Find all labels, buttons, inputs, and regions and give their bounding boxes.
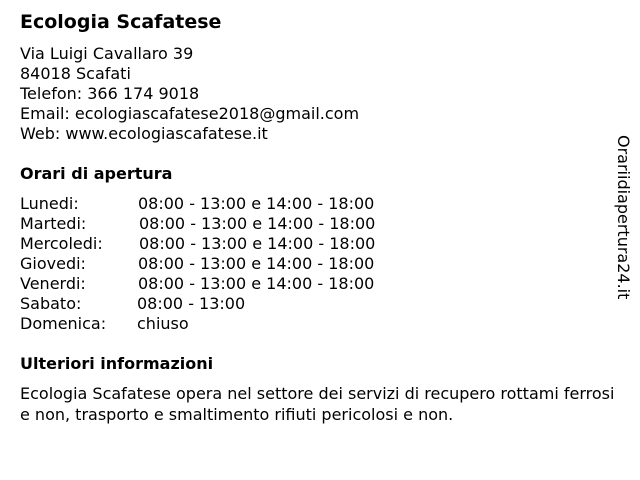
email-address: Email: ecologiascafatese2018@gmail.com [20, 104, 360, 123]
time-value: 08:00 - 13:00 e 14:00 - 18:00 [139, 214, 376, 233]
time-value: chiuso [137, 314, 189, 333]
site-brand-vertical [610, 135, 636, 315]
opening-hours-heading: Orari di apertura [20, 164, 173, 183]
day-label: Lunedi: [20, 194, 79, 213]
day-label: Domenica: [20, 314, 107, 333]
phone-number: Telefon: 366 174 9018 [20, 84, 200, 103]
business-name: Ecologia Scafatese [20, 11, 222, 33]
time-value: 08:00 - 13:00 e 14:00 - 18:00 [139, 234, 376, 253]
more-info-text: Ecologia Scafatese opera nel settore dei servizi di recupero rottami ferrosi e non, trasporto e smaltimento rifiuti pericolosi e non. [20, 384, 615, 424]
website: Web: www.ecologiascafatese.it [20, 124, 268, 143]
day-label: Venerdi: [20, 274, 86, 293]
time-value: 08:00 - 13:00 e 14:00 - 18:00 [138, 254, 375, 273]
time-value: 08:00 - 13:00 e 14:00 - 18:00 [138, 194, 375, 213]
more-info-heading: Ulteriori informazioni [20, 354, 214, 373]
street-address: Via Luigi Cavallaro 39 [20, 44, 194, 63]
time-value: 08:00 - 13:00 [137, 294, 246, 313]
city-address: 84018 Scafati [20, 64, 131, 83]
day-label: Martedi: [20, 214, 87, 233]
day-label: Giovedi: [20, 254, 86, 273]
day-label: Sabato: [20, 294, 82, 313]
site-brand-text: Orariidiapertura24.it [614, 135, 633, 300]
day-label: Mercoledi: [20, 234, 103, 253]
time-value: 08:00 - 13:00 e 14:00 - 18:00 [138, 274, 375, 293]
contact-block [20, 44, 359, 144]
